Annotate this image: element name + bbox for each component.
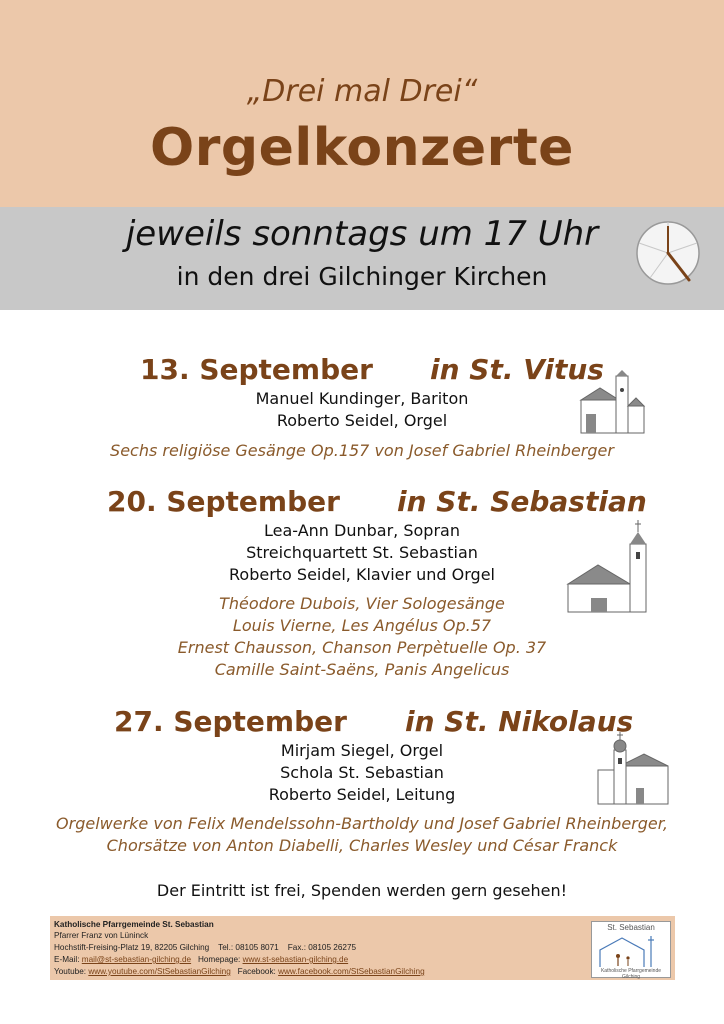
footer-org: Katholische Pfarrgemeinde St. Sebastian [54,920,214,929]
performer: Mirjam Siegel, Orgel [280,741,444,760]
admission-note: Der Eintritt ist frei, Spenden werden gern gesehen! [156,881,568,900]
footer-contact-line [54,943,356,952]
footer-web-line [54,955,348,964]
program-item: Sechs religiöse Gesänge Op.157 von Josef Gabriel Rheinberger [110,441,614,460]
logo-subtitle: Katholische Pfarrgemeinde Gilching [600,968,662,980]
schedule-location: in den drei Gilchinger Kirchen [176,262,548,291]
homepage-link[interactable]: www.st-sebastian-gilching.de [242,955,349,964]
performer: Lea-Ann Dunbar, Sopran [264,521,460,540]
footer-pastor: Pfarrer Franz von Lüninck [54,931,149,940]
clock-icon [635,220,701,286]
program-item: Ernest Chausson, Chanson Perpètuelle Op. 37 [177,638,547,657]
parish-logo [591,921,671,978]
concert-2-venue: in St. Sebastian [397,485,647,518]
church-icon [566,518,652,614]
footer-tel: Tel.: 08105 8071 [218,943,279,952]
performer: Manuel Kundinger, Bariton [255,389,469,408]
concert-2-date: 20. September [107,485,340,518]
email-link[interactable]: mail@st-sebastian-gilching.de [81,955,192,964]
concert-3-program [0,813,724,857]
performer: Roberto Seidel, Klavier und Orgel [229,565,495,584]
concert-1-program [0,440,724,462]
program-item: Louis Vierne, Les Angélus Op.57 [232,616,492,635]
program-item: Camille Saint-Saëns, Panis Angelicus [214,660,510,679]
program-item: Orgelwerke von Felix Mendelssohn-Bartholdy und Josef Gabriel Rheinberger, [56,814,668,833]
concert-1-venue: in St. Vitus [430,353,604,386]
youtube-label: Youtube: [54,967,87,976]
performer: Roberto Seidel, Leitung [268,785,456,804]
church-icon [596,730,672,806]
footer-address: Hochstift-Freising-Platz 19, 82205 Gilching [54,943,210,952]
subtitle: „Drei mal Drei“ [246,74,478,109]
facebook-label: Facebook: [237,967,276,976]
concert-3-date: 27. September [114,705,347,738]
page-title: Orgelkonzerte [150,118,574,178]
performer: Streichquartett St. Sebastian [246,543,478,562]
program-item: Chorsätze von Anton Diabelli, Charles Wesley und César Franck [106,836,618,855]
performer: Roberto Seidel, Orgel [276,411,448,430]
youtube-link[interactable]: www.youtube.com/StSebastianGilching [88,967,231,976]
concert-1-date: 13. September [140,353,373,386]
email-label: E-Mail: [54,955,80,964]
homepage-label: Homepage: [197,955,241,964]
footer-fax: Fax.: 08105 26275 [287,943,357,952]
facebook-link[interactable]: www.facebook.com/StSebastianGilching [278,967,425,976]
logo-title: St. Sebastian [607,923,655,932]
footer-social-line [54,967,425,976]
church-icon [578,368,648,436]
schedule-time: jeweils sonntags um 17 Uhr [125,214,599,254]
concert-3-venue: in St. Nikolaus [405,705,634,738]
logo-church-icon [596,934,666,968]
performer: Schola St. Sebastian [280,763,444,782]
program-item: Théodore Dubois, Vier Sologesänge [219,594,505,613]
